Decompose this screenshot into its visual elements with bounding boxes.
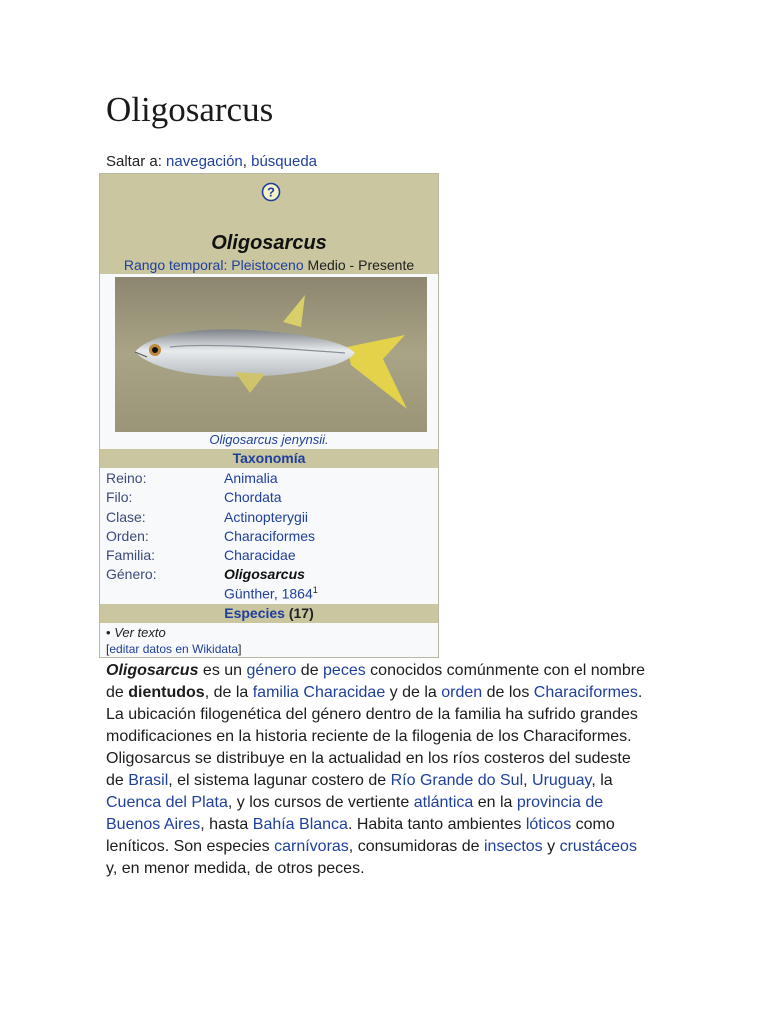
taxonomy-value[interactable]: Chordata bbox=[224, 489, 282, 505]
edit-open-bracket: [ bbox=[106, 642, 110, 656]
link-rio-grande-do-sul[interactable]: Río Grande do Sul bbox=[390, 772, 524, 789]
species-list-item bbox=[106, 625, 166, 640]
text: es un bbox=[198, 662, 247, 679]
image-caption[interactable] bbox=[100, 432, 438, 447]
text: , de la bbox=[204, 684, 253, 701]
taxobox bbox=[99, 173, 439, 658]
common-name: dientudos bbox=[128, 684, 205, 701]
taxonomy-row bbox=[106, 489, 436, 508]
page-title: Oligosarcus bbox=[106, 90, 274, 129]
text: , el sistema lagunar costero de bbox=[168, 772, 391, 789]
text: conocidos comúnmente con el nombre de bbox=[106, 662, 645, 701]
link-peces[interactable]: peces bbox=[323, 662, 366, 679]
taxonomy-key: Filo: bbox=[106, 489, 133, 505]
taxonomy-header bbox=[100, 449, 438, 468]
authority-row bbox=[106, 585, 436, 604]
link-cuenca-del-plata[interactable]: Cuenca del Plata bbox=[106, 794, 228, 811]
help-icon[interactable] bbox=[261, 182, 281, 202]
link-genero[interactable]: género bbox=[246, 662, 297, 679]
caption-link[interactable]: Oligosarcus jenynsii. bbox=[209, 432, 329, 447]
jump-navigation-link[interactable]: navegación bbox=[166, 153, 243, 170]
link-carnivoras[interactable]: carnívoras bbox=[274, 838, 349, 855]
text: . La ubicación filogenética del género dentro de la familia ha sufrido grandes modificaciones en la historia reciente de la filogenia de los Characiformes. bbox=[106, 684, 643, 745]
species-count: (17) bbox=[288, 605, 314, 621]
taxobox-title: Oligosarcus bbox=[211, 232, 327, 254]
text: en la bbox=[473, 794, 517, 811]
text: Oligosarcus se distribuye en la actualidad en los ríos costeros del sudeste de bbox=[106, 750, 631, 789]
jump-separator: , bbox=[242, 153, 247, 170]
species-link[interactable]: Especies bbox=[224, 605, 285, 621]
fish-photo[interactable] bbox=[115, 277, 427, 432]
authority bbox=[224, 585, 318, 602]
range-pleistocene-link[interactable]: Pleistoceno bbox=[231, 257, 304, 273]
range-rest: Medio - Presente bbox=[307, 257, 415, 273]
article-body bbox=[106, 660, 651, 880]
taxonomy-row bbox=[106, 547, 436, 566]
taxonomy-key: Orden: bbox=[106, 528, 149, 544]
text: . Habita tanto ambientes bbox=[347, 816, 526, 833]
edit-close-bracket: ] bbox=[238, 642, 242, 656]
taxonomy-value[interactable]: Characiformes bbox=[224, 528, 316, 544]
text: y, en menor medida, de otros peces. bbox=[106, 860, 365, 877]
link-familia-characidae[interactable]: familia Characidae bbox=[252, 684, 386, 701]
link-brasil[interactable]: Brasil bbox=[128, 772, 169, 789]
temporal-range bbox=[100, 257, 438, 273]
text: y de la bbox=[385, 684, 442, 701]
taxonomy-row bbox=[106, 528, 436, 547]
link-insectos[interactable]: insectos bbox=[483, 838, 543, 855]
text: y bbox=[542, 838, 560, 855]
text: como leníticos. Son especies bbox=[106, 816, 615, 855]
link-orden[interactable]: orden bbox=[441, 684, 483, 701]
taxonomy-key: Reino: bbox=[106, 470, 147, 486]
lead-term: Oligosarcus bbox=[106, 662, 199, 679]
taxonomy-key: Familia: bbox=[106, 547, 156, 563]
species-header bbox=[100, 604, 438, 623]
range-label-link[interactable]: Rango temporal: bbox=[123, 257, 228, 273]
link-provincia-buenos-aires[interactable]: provincia de Buenos Aires bbox=[106, 794, 604, 833]
text: , la bbox=[591, 772, 613, 789]
text: de los bbox=[482, 684, 534, 701]
taxonomy-row bbox=[106, 566, 436, 585]
edit-wikidata-link[interactable]: editar datos en Wikidata bbox=[109, 642, 239, 656]
taxonomy-key: Género: bbox=[106, 566, 157, 582]
link-crustaceos[interactable]: crustáceos bbox=[559, 838, 637, 855]
taxonomy-value: Oligosarcus bbox=[224, 566, 305, 582]
text: , hasta bbox=[200, 816, 253, 833]
text: , consumidoras de bbox=[348, 838, 484, 855]
taxonomy-value[interactable]: Characidae bbox=[224, 547, 296, 563]
authority-link[interactable]: Günther, 1864 bbox=[224, 585, 313, 602]
taxonomy-link[interactable]: Taxonomía bbox=[232, 450, 306, 466]
text: , y los cursos de vertiente bbox=[227, 794, 414, 811]
link-atlantica[interactable]: atlántica bbox=[413, 794, 474, 811]
taxonomy-row bbox=[106, 509, 436, 528]
link-bahia-blanca[interactable]: Bahía Blanca bbox=[252, 816, 348, 833]
taxonomy-key: Clase: bbox=[106, 509, 146, 525]
link-characiformes[interactable]: Characiformes bbox=[533, 684, 638, 701]
text: de bbox=[296, 662, 324, 679]
jump-label: Saltar a: bbox=[106, 153, 162, 170]
jump-to-bar bbox=[106, 153, 317, 170]
link-uruguay[interactable]: Uruguay bbox=[532, 772, 592, 789]
paragraph-2 bbox=[106, 748, 651, 880]
taxonomy-row bbox=[106, 470, 436, 489]
list-item-text: Ver texto bbox=[114, 625, 166, 640]
taxonomy-value[interactable]: Animalia bbox=[224, 470, 278, 486]
taxonomy-value[interactable]: Actinopterygii bbox=[224, 509, 309, 525]
bullet: • bbox=[106, 625, 111, 640]
text: , bbox=[523, 772, 533, 789]
link-loticos[interactable]: lóticos bbox=[525, 816, 572, 833]
jump-search-link[interactable]: búsqueda bbox=[251, 153, 318, 170]
edit-wikidata bbox=[106, 642, 241, 656]
authority-ref[interactable]: 1 bbox=[312, 585, 318, 595]
paragraph-1 bbox=[106, 660, 651, 748]
svg-text:?: ? bbox=[267, 184, 275, 200]
